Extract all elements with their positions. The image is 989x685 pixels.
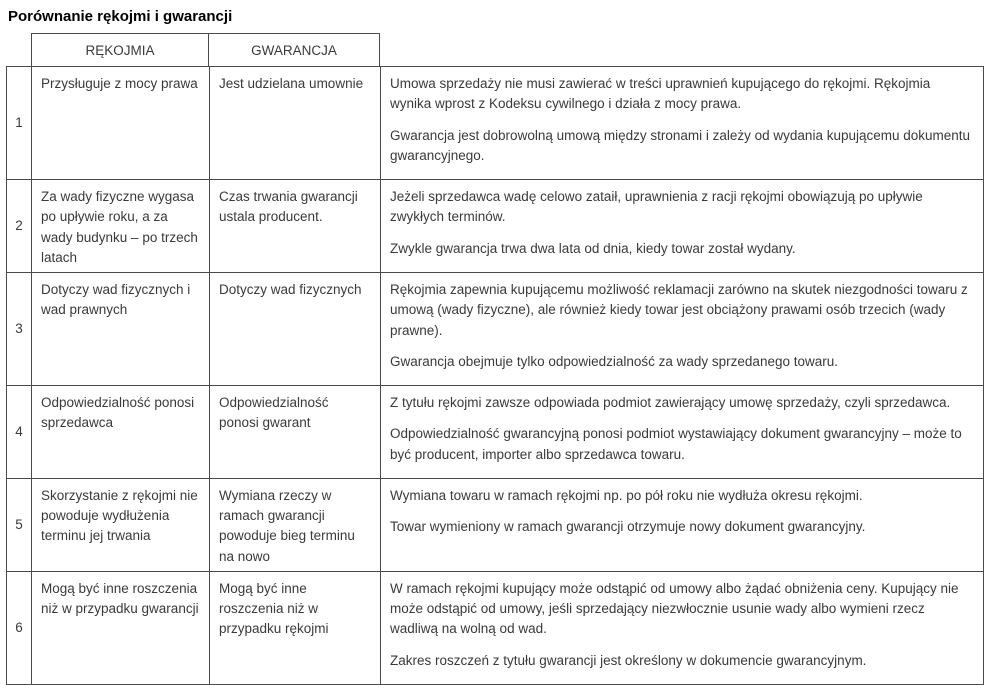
rekojmia-cell: Mogą być inne roszczenia niż w przypadku gwarancji bbox=[32, 572, 210, 684]
rekojmia-cell: Za wady fizyczne wygasa po upływie roku, a za wady budynku – po trzech latach bbox=[32, 180, 210, 272]
description-paragraph: Zwykle gwarancja trwa dwa lata od dnia, kiedy towar został wydany. bbox=[390, 240, 796, 256]
rekojmia-cell: Dotyczy wad fizycznych i wad prawnych bbox=[32, 273, 210, 385]
description-paragraph: W ramach rękojmi kupujący może odstąpić od umowy albo żądać obniżenia ceny. Kupujący nie może odstąpić od umowy, jeśli sprzedający niezwłocznie usunie wady albo wymieni rzecz wadliwą na wolną od wad. bbox=[390, 580, 959, 637]
rekojmia-cell: Odpowiedzialność ponosi sprzedawca bbox=[32, 386, 210, 478]
gwarancja-cell: Czas trwania gwarancji ustala producent. bbox=[210, 180, 381, 272]
row-number: 5 bbox=[7, 479, 32, 571]
description-paragraph: Towar wymieniony w ramach gwarancji otrzymuje nowy dokument gwarancyjny. bbox=[390, 519, 866, 534]
gwarancja-cell: Jest udzielana umownie bbox=[210, 67, 381, 179]
description-paragraph: Zakres roszczeń z tytułu gwarancji jest określony w dokumencie gwarancyjnym. bbox=[390, 652, 867, 668]
row-number: 1 bbox=[7, 67, 32, 179]
table-row bbox=[7, 273, 983, 386]
row-number: 6 bbox=[7, 572, 32, 684]
description-paragraph: Rękojmia zapewnia kupującemu możliwość reklamacji zarówno na skutek niezgodności towaru z umową (wady fizyczne), ale również kiedy towar jest obciążony prawami osób trzecich (wady prawne). bbox=[390, 282, 968, 338]
description-paragraph: Gwarancja obejmuje tylko odpowiedzialność za wady sprzedanego towaru. bbox=[390, 353, 838, 369]
gwarancja-cell: Dotyczy wad fizycznych bbox=[210, 273, 381, 385]
description-paragraph: Wymiana towaru w ramach rękojmi np. po pół roku nie wydłuża okresu rękojmi. bbox=[390, 487, 863, 503]
table-body bbox=[6, 66, 984, 685]
table-row bbox=[7, 386, 983, 479]
rekojmia-cell: Przysługuje z mocy prawa bbox=[32, 67, 210, 179]
description-cell bbox=[381, 180, 985, 272]
description-cell bbox=[381, 67, 985, 179]
header-spacer bbox=[6, 33, 31, 66]
comparison-table bbox=[6, 33, 984, 685]
description-cell bbox=[381, 572, 985, 684]
description-paragraph: Umowa sprzedaży nie musi zawierać w treści uprawnień kupującego do rękojmi. Rękojmia wynika wprost z Kodeksu cywilnego i działa z mocy prawa. bbox=[390, 76, 931, 112]
page-title: Porównanie rękojmi i gwarancji bbox=[8, 8, 233, 25]
table-row bbox=[7, 180, 983, 273]
description-paragraph: Gwarancja jest dobrowolną umową między stronami i zależy od wydania kupującemu dokumentu gwarancyjnego. bbox=[390, 127, 971, 163]
description-paragraph: Z tytułu rękojmi zawsze odpowiada podmiot zawierający umowę sprzedaży, czyli sprzedawca. bbox=[390, 395, 951, 410]
gwarancja-cell: Mogą być inne roszczenia niż w przypadku rękojmi bbox=[210, 572, 381, 684]
description-cell bbox=[381, 386, 985, 478]
header-rekojmia: RĘKOJMIA bbox=[31, 33, 209, 66]
header-gwarancja: GWARANCJA bbox=[209, 33, 380, 66]
description-paragraph: Jeżeli sprzedawca wadę celowo zataił, uprawnienia z racji rękojmi obowiązują po upływie zwykłych terminów. bbox=[390, 189, 923, 225]
description-paragraph: Odpowiedzialność gwarancyjną ponosi podmiot wystawiający dokument gwarancyjny – może to być producent, importer albo sprzedawca towaru. bbox=[390, 426, 962, 462]
rekojmia-cell: Skorzystanie z rękojmi nie powoduje wydłużenia terminu jej trwania bbox=[32, 479, 210, 571]
description-cell bbox=[381, 479, 985, 571]
gwarancja-cell: Odpowiedzialność ponosi gwarant bbox=[210, 386, 381, 478]
table-row bbox=[7, 67, 983, 180]
row-number: 3 bbox=[7, 273, 32, 385]
table-header-row bbox=[6, 33, 984, 66]
gwarancja-cell: Wymiana rzeczy w ramach gwarancji powoduje bieg terminu na nowo bbox=[210, 479, 381, 571]
table-row bbox=[7, 479, 983, 572]
table-row bbox=[7, 572, 983, 684]
description-cell bbox=[381, 273, 985, 385]
row-number: 4 bbox=[7, 386, 32, 478]
row-number: 2 bbox=[7, 180, 32, 272]
